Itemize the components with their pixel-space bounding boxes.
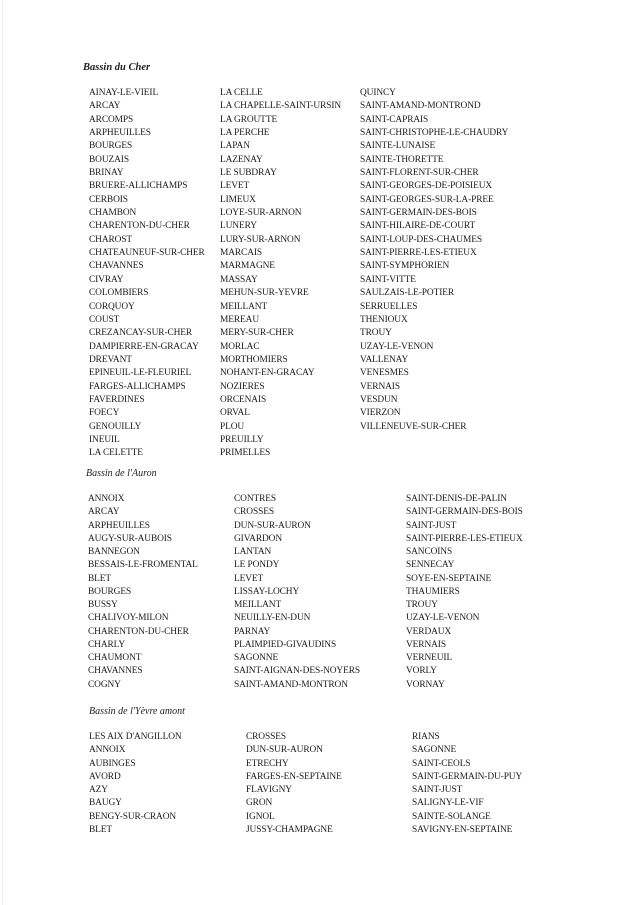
commune-name: LA CHAPELLE-SAINT-URSIN	[220, 101, 342, 112]
commune-name: COLOMBIERS	[89, 288, 149, 299]
commune-name: MARMAGNE	[220, 261, 275, 272]
commune-name: CIVRAY	[89, 274, 124, 285]
commune-name: NOZIERES	[220, 381, 265, 392]
commune-name: FAVERDINES	[89, 394, 145, 405]
section-title-cher: Bassin du Cher	[83, 62, 151, 73]
commune-name: VERNAIS	[406, 639, 446, 650]
commune-name: BLET	[89, 824, 113, 835]
commune-name: DUN-SUR-AURON	[234, 520, 311, 531]
commune-name: GENOUILLY	[89, 421, 142, 432]
commune-name: INEUIL	[89, 434, 120, 445]
commune-name: SAINT-VITTE	[360, 274, 416, 285]
commune-name: SAINTE-LUNAISE	[360, 141, 436, 152]
commune-name: CHAVANNES	[89, 261, 144, 272]
commune-name: COGNY	[88, 679, 121, 690]
commune-column-3	[412, 731, 522, 837]
commune-name: LURY-SUR-ARNON	[220, 234, 301, 245]
commune-name: VERDAUX	[406, 626, 452, 637]
commune-name: MEILLANT	[234, 600, 282, 611]
commune-name: SAGONNE	[234, 653, 279, 664]
commune-name: MEREAU	[220, 314, 259, 325]
commune-column-2	[234, 493, 360, 692]
commune-column-2	[220, 87, 341, 461]
commune-name: CHARLY	[88, 639, 126, 650]
commune-name: SAINT-AMAND-MONTROND	[360, 101, 481, 112]
commune-name: SAINT-PIERRE-LES-ETIEUX	[360, 248, 477, 259]
commune-name: AINAY-LE-VIEIL	[89, 88, 159, 98]
commune-name: DUN-SUR-AURON	[246, 745, 323, 756]
commune-column-2	[246, 731, 342, 837]
commune-name: VESDUN	[360, 394, 398, 405]
commune-name: SAINT-CEOLS	[412, 758, 471, 769]
commune-name: VALLENAY	[360, 354, 409, 365]
commune-name: LAPAN	[220, 141, 250, 152]
commune-name: SAINT-CHRISTOPHE-LE-CHAUDRY	[360, 128, 509, 139]
commune-column-3	[360, 87, 508, 434]
commune-name: ARCOMPS	[89, 114, 134, 125]
commune-name: BUSSY	[88, 600, 118, 611]
commune-name: BRUERE-ALLICHAMPS	[89, 181, 188, 192]
commune-name: ARPHEUILLES	[89, 128, 151, 139]
commune-name: CHAVANNES	[88, 666, 143, 677]
commune-name: LANTAN	[234, 547, 272, 558]
commune-name: ARPHEUILLES	[88, 520, 150, 531]
commune-name: LOYE-SUR-ARNON	[220, 208, 302, 219]
commune-name: BOURGES	[88, 586, 132, 597]
commune-name: CONTRES	[234, 494, 277, 504]
commune-name: MERY-SUR-CHER	[220, 328, 294, 339]
commune-name: BANNEGON	[88, 547, 140, 558]
commune-name: SAINT-CAPRAIS	[360, 114, 429, 125]
commune-name: PLOU	[220, 421, 245, 432]
commune-name: LA PERCHE	[220, 128, 270, 139]
scan-edge	[2, 0, 3, 905]
commune-name: CHARENTON-DU-CHER	[89, 221, 190, 232]
commune-name: SOYE-EN-SEPTAINE	[406, 573, 492, 584]
commune-name: MORLAC	[220, 341, 260, 352]
commune-name: ANNOIX	[89, 745, 126, 756]
commune-name: BENGY-SUR-CRAON	[89, 811, 177, 822]
commune-name: SALIGNY-LE-VIF	[412, 798, 484, 809]
commune-name: THENIOUX	[360, 314, 408, 325]
commune-name: CHARENTON-DU-CHER	[88, 626, 189, 637]
commune-name: PREUILLY	[220, 434, 264, 445]
commune-name: LAZENAY	[220, 154, 263, 165]
commune-name: ARCAY	[89, 101, 121, 112]
commune-name: MASSAY	[220, 274, 258, 285]
commune-name: LE SUBDRAY	[220, 168, 277, 179]
commune-name: SAINT-AIGNAN-DES-NOYERS	[234, 666, 360, 677]
commune-name: SAINTE-THORETTE	[360, 154, 444, 165]
commune-column-1	[88, 493, 198, 692]
commune-name: ORVAL	[220, 408, 250, 419]
commune-name: CHAMBON	[89, 208, 137, 219]
commune-name: ETRECHY	[246, 758, 289, 769]
commune-name: SAINT-PIERRE-LES-ETIEUX	[406, 533, 523, 544]
commune-name: JUSSY-CHAMPAGNE	[246, 824, 333, 835]
commune-name: LIMEUX	[220, 194, 256, 205]
commune-name: SAINT-AMAND-MONTRON	[234, 679, 348, 690]
commune-name: AVORD	[89, 771, 121, 782]
commune-name: BLET	[88, 573, 112, 584]
commune-name: COUST	[89, 314, 120, 325]
commune-name: MARCAIS	[220, 248, 263, 259]
commune-name: SAINT-HILAIRE-DE-COURT	[360, 221, 476, 232]
commune-name: AUBINGES	[89, 758, 136, 769]
commune-name: MEILLANT	[220, 301, 268, 312]
commune-name: FARGES-ALLICHAMPS	[89, 381, 186, 392]
commune-name: SAINT-SYMPHORIEN	[360, 261, 450, 272]
section-title-yevre: Bassin de l'Yèvre amont	[89, 706, 185, 717]
commune-name: LA CELLE	[220, 88, 263, 98]
commune-name: LUNERY	[220, 221, 257, 232]
commune-name: SAINT-DENIS-DE-PALIN	[406, 494, 507, 504]
commune-name: UZAY-LE-VENON	[360, 341, 434, 352]
commune-name: CHAUMONT	[88, 653, 142, 664]
commune-name: SAINT-GEORGES-DE-POISIEUX	[360, 181, 493, 192]
commune-name: QUINCY	[360, 88, 396, 98]
commune-name: SAVIGNY-EN-SEPTAINE	[412, 824, 513, 835]
commune-name: CORQUOY	[89, 301, 135, 312]
commune-name: FLAVIGNY	[246, 785, 292, 796]
commune-name: TROUY	[360, 328, 392, 339]
commune-name: BOURGES	[89, 141, 133, 152]
commune-name: SERRUELLES	[360, 301, 418, 312]
commune-name: GRON	[246, 798, 273, 809]
commune-name: VERNEUIL	[406, 653, 453, 664]
commune-name: SAINT-JUST	[406, 520, 457, 531]
commune-name: SAINT-GEORGES-SUR-LA-PREE	[360, 194, 494, 205]
commune-name: LES AIX D'ANGILLON	[89, 732, 182, 742]
commune-name: RIANS	[412, 732, 440, 742]
commune-name: EPINEUIL-LE-FLEURIEL	[89, 368, 192, 379]
commune-column-3	[406, 493, 523, 692]
commune-name: SANCOINS	[406, 547, 453, 558]
commune-name: DAMPIERRE-EN-GRACAY	[89, 341, 199, 352]
commune-name: TROUY	[406, 600, 438, 611]
commune-name: SAINT-FLORENT-SUR-CHER	[360, 168, 479, 179]
commune-name: VILLENEUVE-SUR-CHER	[360, 421, 467, 432]
commune-name: UZAY-LE-VENON	[406, 613, 480, 624]
commune-name: MEHUN-SUR-YEVRE	[220, 288, 309, 299]
commune-name: ORCENAIS	[220, 394, 267, 405]
commune-name: BRINAY	[89, 168, 124, 179]
commune-name: PARNAY	[234, 626, 271, 637]
commune-name: LE PONDY	[234, 560, 280, 571]
commune-name: SAINT-JUST	[412, 785, 463, 796]
commune-name: SAGONNE	[412, 745, 457, 756]
commune-name: SAINTE-SOLANGE	[412, 811, 491, 822]
commune-name: VIERZON	[360, 408, 401, 419]
commune-name: GIVARDON	[234, 533, 282, 544]
commune-name: SAINT-GERMAIN-DES-BOIS	[360, 208, 477, 219]
commune-name: AUGY-SUR-AUBOIS	[88, 533, 172, 544]
commune-name: CERBOIS	[89, 194, 128, 205]
commune-name: DREVANT	[89, 354, 132, 365]
commune-column-1	[89, 87, 205, 461]
commune-name: CROSSES	[246, 732, 286, 742]
commune-name: FOECY	[89, 408, 120, 419]
commune-name: CHATEAUNEUF-SUR-CHER	[89, 248, 205, 259]
commune-name: BESSAIS-LE-FROMENTAL	[88, 560, 198, 571]
commune-name: ANNOIX	[88, 494, 125, 504]
section-title-auron: Bassin de l'Auron	[86, 468, 157, 479]
commune-name: IGNOL	[246, 811, 275, 822]
commune-name: AZY	[89, 785, 108, 796]
commune-name: LISSAY-LOCHY	[234, 586, 300, 597]
commune-name: PLAIMPIED-GIVAUDINS	[234, 639, 337, 650]
commune-name: VORNAY	[406, 679, 445, 690]
commune-name: BAUGY	[89, 798, 122, 809]
commune-name: NEUILLY-EN-DUN	[234, 613, 311, 624]
commune-name: BOUZAIS	[89, 154, 129, 165]
commune-name: VENESMES	[360, 368, 409, 379]
commune-name: LA CELETTE	[89, 448, 143, 459]
commune-name: MORTHOMIERS	[220, 354, 288, 365]
commune-name: CHALIVOY-MILON	[88, 613, 169, 624]
commune-name: VERNAIS	[360, 381, 400, 392]
commune-name: CHAROST	[89, 234, 133, 245]
commune-name: CREZANCAY-SUR-CHER	[89, 328, 193, 339]
commune-name: CROSSES	[234, 507, 274, 518]
commune-name: FARGES-EN-SEPTAINE	[246, 771, 342, 782]
commune-name: SENNECAY	[406, 560, 455, 571]
commune-name: PRIMELLES	[220, 448, 271, 459]
commune-name: SAINT-GERMAIN-DES-BOIS	[406, 507, 523, 518]
commune-name: SAULZAIS-LE-POTIER	[360, 288, 455, 299]
commune-name: LA GROUTTE	[220, 114, 278, 125]
commune-name: ARCAY	[88, 507, 120, 518]
commune-name: LEVET	[220, 181, 250, 192]
commune-column-1	[89, 731, 182, 837]
commune-name: SAINT-GERMAIN-DU-PUY	[412, 771, 523, 782]
commune-name: SAINT-LOUP-DES-CHAUMES	[360, 234, 482, 245]
commune-name: VORLY	[406, 666, 437, 677]
commune-name: THAUMIERS	[406, 586, 460, 597]
commune-name: LEVET	[234, 573, 264, 584]
commune-name: NOHANT-EN-GRACAY	[220, 368, 315, 379]
